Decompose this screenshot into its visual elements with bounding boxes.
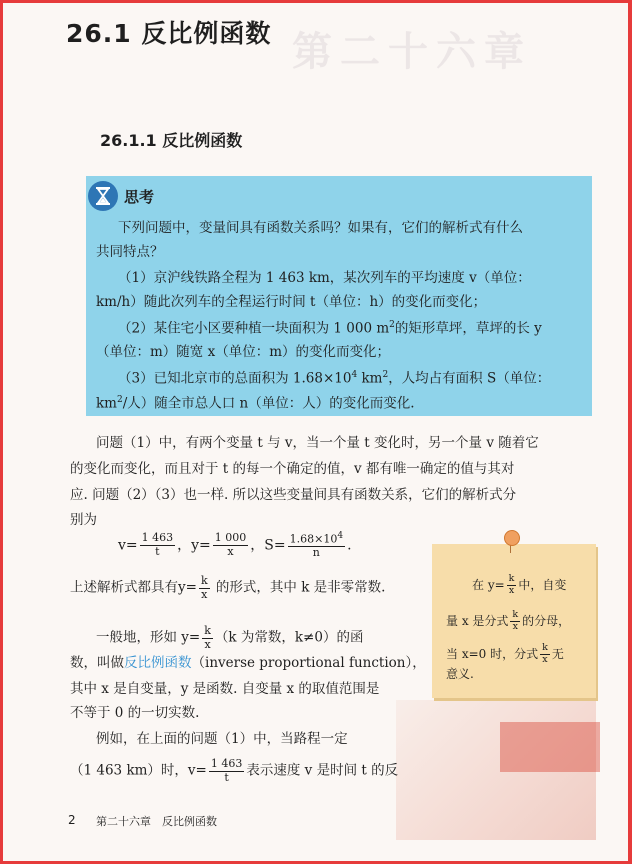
note-line-4: 意义. (446, 667, 474, 681)
think-line-8: $km^2/$人）随全市总人口 n（单位：人）的变化而变化. (96, 395, 415, 412)
page-number: 2 (68, 813, 76, 827)
body-p4-line-2: （1 463 km）时，v= $\frac{1 463}{t}$ 表示速度 v 是时间 t 的反 (70, 757, 399, 784)
formula-line: v= $\frac{1 463}{t}$ ，y= $\frac{1 000}{x}$ ，S= $\frac{1.68\times 10^4}{n}$ . (118, 531, 352, 560)
think-line-3: （1）京沪线铁路全程为 1 463 km，某次列车的平均速度 v（单位： (118, 270, 531, 286)
body-p3-line-4: 不等于 0 的一切实数. (70, 705, 200, 721)
body-p1-line-4: 别为 (70, 512, 97, 528)
note-line-1: 在 y= $\frac{k}{x}$ 中，自变 (472, 573, 567, 596)
think-label: 思考 (124, 188, 155, 206)
think-line-5: （2）某住宅小区要种植一块面积为 1 000 $m^2$的矩形草坪，草坪的长 y (118, 320, 542, 337)
body-p3-line-3: 其中 x 是自变量，y 是函数. 自变量 x 的取值范围是 (70, 681, 380, 697)
formula-y-fraction: $\frac{1 000}{x}$ (214, 531, 247, 558)
section-title: 26.1 反比例函数 (66, 19, 272, 48)
think-line-6: （单位：m）随宽 x（单位：m）的变化而变化； (96, 344, 391, 360)
hourglass-icon (88, 181, 118, 211)
body-p1-line-3: 应. 问题（2）（3）也一样. 所以这些变量间具有函数关系，它们的解析式分 (70, 487, 517, 503)
note-line-2: 量 x 是分式 $\frac{k}{x}$ 的分母， (446, 609, 571, 632)
body-p3-line-2: 数，叫做反比例函数（inverse proportional function）， (70, 655, 426, 671)
pushpin-icon (504, 530, 520, 546)
think-line-2: 共同特点？ (96, 244, 164, 260)
footer-chapter: 第二十六章 反比例函数 (96, 815, 217, 828)
body-p3-line-1: 一般地，形如 y= $\frac{k}{x}$ （k 为常数，k≠0）的函 (96, 624, 364, 651)
formula-v-fraction: $\frac{1 463}{t}$ (141, 531, 174, 558)
body-p2: 上述解析式都具有y= $\frac{k}{x}$ 的形式，其中 k 是非零常数. (70, 574, 386, 601)
chapter-ghost-title: 第二十六章 (292, 29, 532, 75)
note-line-3: 当 x=0 时，分式 $\frac{k}{x}$ 无 (446, 642, 564, 665)
body-p1-line-1: 问题（1）中，有两个变量 t 与 v，当一个量 t 变化时，另一个量 v 随着它 (96, 435, 539, 451)
term-inverse-proportional-function: 反比例函数 (124, 655, 192, 671)
think-line-7: （3）已知北京市的总面积为 $1.68\times 10^4$ $km^2$，人均占有面积 S（单位： (118, 370, 551, 387)
subsection-title: 26.1.1 反比例函数 (100, 131, 243, 150)
think-line-4: km/h）随此次列车的全程运行时间 t（单位：h）的变化而变化； (96, 294, 487, 310)
train-photo-band (500, 722, 600, 772)
body-p1-line-2: 的变化而变化，而且对于 t 的每一个确定的值，v 都有唯一确定的值与其对 (70, 461, 515, 477)
formula-s-fraction: $\frac{1.68\times 10^4}{n}$ (289, 531, 344, 560)
body-p4-line-1: 例如，在上面的问题（1）中，当路程一定 (96, 731, 348, 747)
think-line-1: 下列问题中，变量间具有函数关系吗？如果有，它们的解析式有什么 (118, 220, 523, 236)
